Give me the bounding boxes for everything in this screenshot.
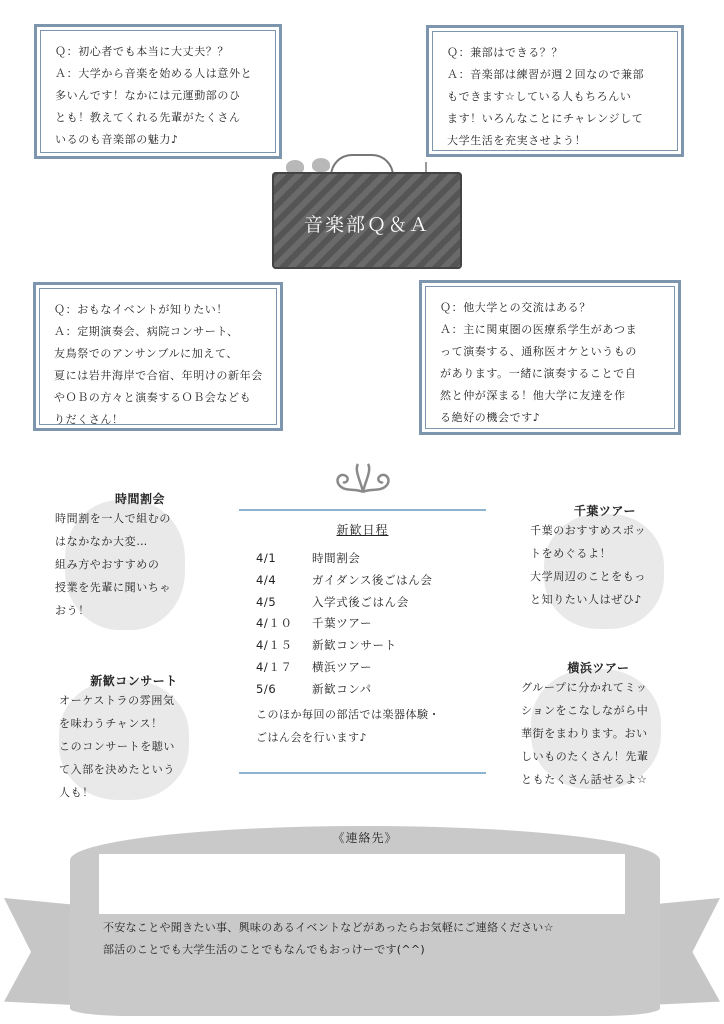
schedule-date: 4/１０ <box>256 616 293 631</box>
schedule-item <box>256 635 496 657</box>
schedule-item <box>256 613 496 635</box>
schedule-event: ガイダンス後ごはん会 <box>312 572 433 587</box>
page-title: 音楽部Ｑ＆Ａ <box>303 214 430 236</box>
schedule-item <box>256 657 496 679</box>
schedule-event: 千葉ツアー <box>312 616 373 631</box>
qa-box-double-club <box>426 25 684 157</box>
schedule-title: 新歓日程 <box>336 523 389 537</box>
schedule-note: このほか毎回の部活では楽器体験・ ごはん会を行います♪ <box>256 708 440 744</box>
schedule-item <box>256 592 496 614</box>
schedule-list <box>256 548 496 701</box>
qa-text-beginner: Ｑ：初心者でも本当に大丈夫？？ Ａ：大学から音楽を始める人は意外と 多いんです！なかには元運動部のひ とも！教えてくれる先輩がたくさん いるのも音楽部の魅力♪ <box>55 45 253 146</box>
schedule-event: 新歓コンサート <box>312 638 397 653</box>
note-yokohama <box>521 659 676 791</box>
schedule-date: 4/１７ <box>256 659 293 674</box>
schedule-event: 横浜ツアー <box>312 659 373 674</box>
title-sign <box>272 172 462 269</box>
qa-text-exchange: Ｑ：他大学との交流はある？ Ａ：主に関東圏の医療系学生があつま って演奏する、通称医オケというもの があります。一緒に演奏することで自 然と仲が深まる！他大学に友達を作 る絶好の機会です♪ <box>440 301 638 424</box>
schedule-date: 4/4 <box>256 572 277 587</box>
schedule-item <box>256 679 496 701</box>
schedule-item <box>256 548 496 570</box>
divider-bottom <box>239 772 486 774</box>
note-title: 千葉ツアー <box>573 504 637 518</box>
note-title: 横浜ツアー <box>567 661 630 675</box>
note-title: 時間割会 <box>114 492 165 506</box>
contact-title: 《連絡先》 <box>332 831 398 845</box>
bird-icon <box>312 158 330 172</box>
qa-text-double-club: Ｑ：兼部はできる？？ Ａ：音楽部は練習が週２回なので兼部 もできます☆している人もちろんい ます！いろんなことにチャレンジして 大学生活を充実させよう！ <box>447 46 645 147</box>
schedule-event: 入学式後ごはん会 <box>312 594 409 609</box>
divider-top <box>239 509 486 511</box>
schedule-event: 新歓コンパ <box>312 681 372 696</box>
note-concert <box>59 672 209 804</box>
note-body: 時間割を一人で組むの はなかなか大変… 組み方やおすすめの 授業を先輩に聞いちゃ おう！ <box>55 512 171 617</box>
note-body: グループに分かれてミッ ションをこなしながら中 華街をまわります。おい しいものたくさん！先輩 ともたくさん話せるよ☆ <box>521 681 649 786</box>
schedule-date: 4/１５ <box>256 638 293 653</box>
flourish-ornament-icon <box>328 458 398 498</box>
note-body: オーケストラの雰囲気 を味わうチャンス！ このコンサートを聴い て入部を決めたという 人も！ <box>59 694 175 799</box>
note-chiba <box>530 502 680 611</box>
schedule-date: 5/6 <box>256 681 277 696</box>
schedule-event: 時間割会 <box>312 551 361 565</box>
note-title: 新歓コンサート <box>90 674 178 688</box>
schedule-item <box>256 570 496 592</box>
contact-field-box <box>99 854 625 914</box>
schedule-date: 4/5 <box>256 594 277 609</box>
qa-text-events: Ｑ：おもなイベントが知りたい！ Ａ：定期演奏会、病院コンサート、 友鳥祭でのアンサンブルに加えて、 夏には岩井海岸で合宿、年明けの新年会 やＯＢの方々と演奏するＯＢ会なども りだくさん！ <box>54 303 263 426</box>
schedule-date: 4/1 <box>256 551 277 565</box>
note-timetable <box>55 490 225 622</box>
qa-box-events <box>33 282 283 431</box>
note-body: 千葉のおすすめスポッ トをめぐるよ！ 大学周辺のことをもっ と知りたい人はぜひ♪ <box>530 524 647 606</box>
qa-box-exchange <box>419 280 681 435</box>
qa-box-beginner <box>34 24 282 159</box>
contact-text: 不安なことや聞きたい事、興味のあるイベントなどがあったらお気軽にご連絡ください☆ 部活のことでも大学生活のことでもなんでもおっけーです(^^) <box>103 921 554 956</box>
